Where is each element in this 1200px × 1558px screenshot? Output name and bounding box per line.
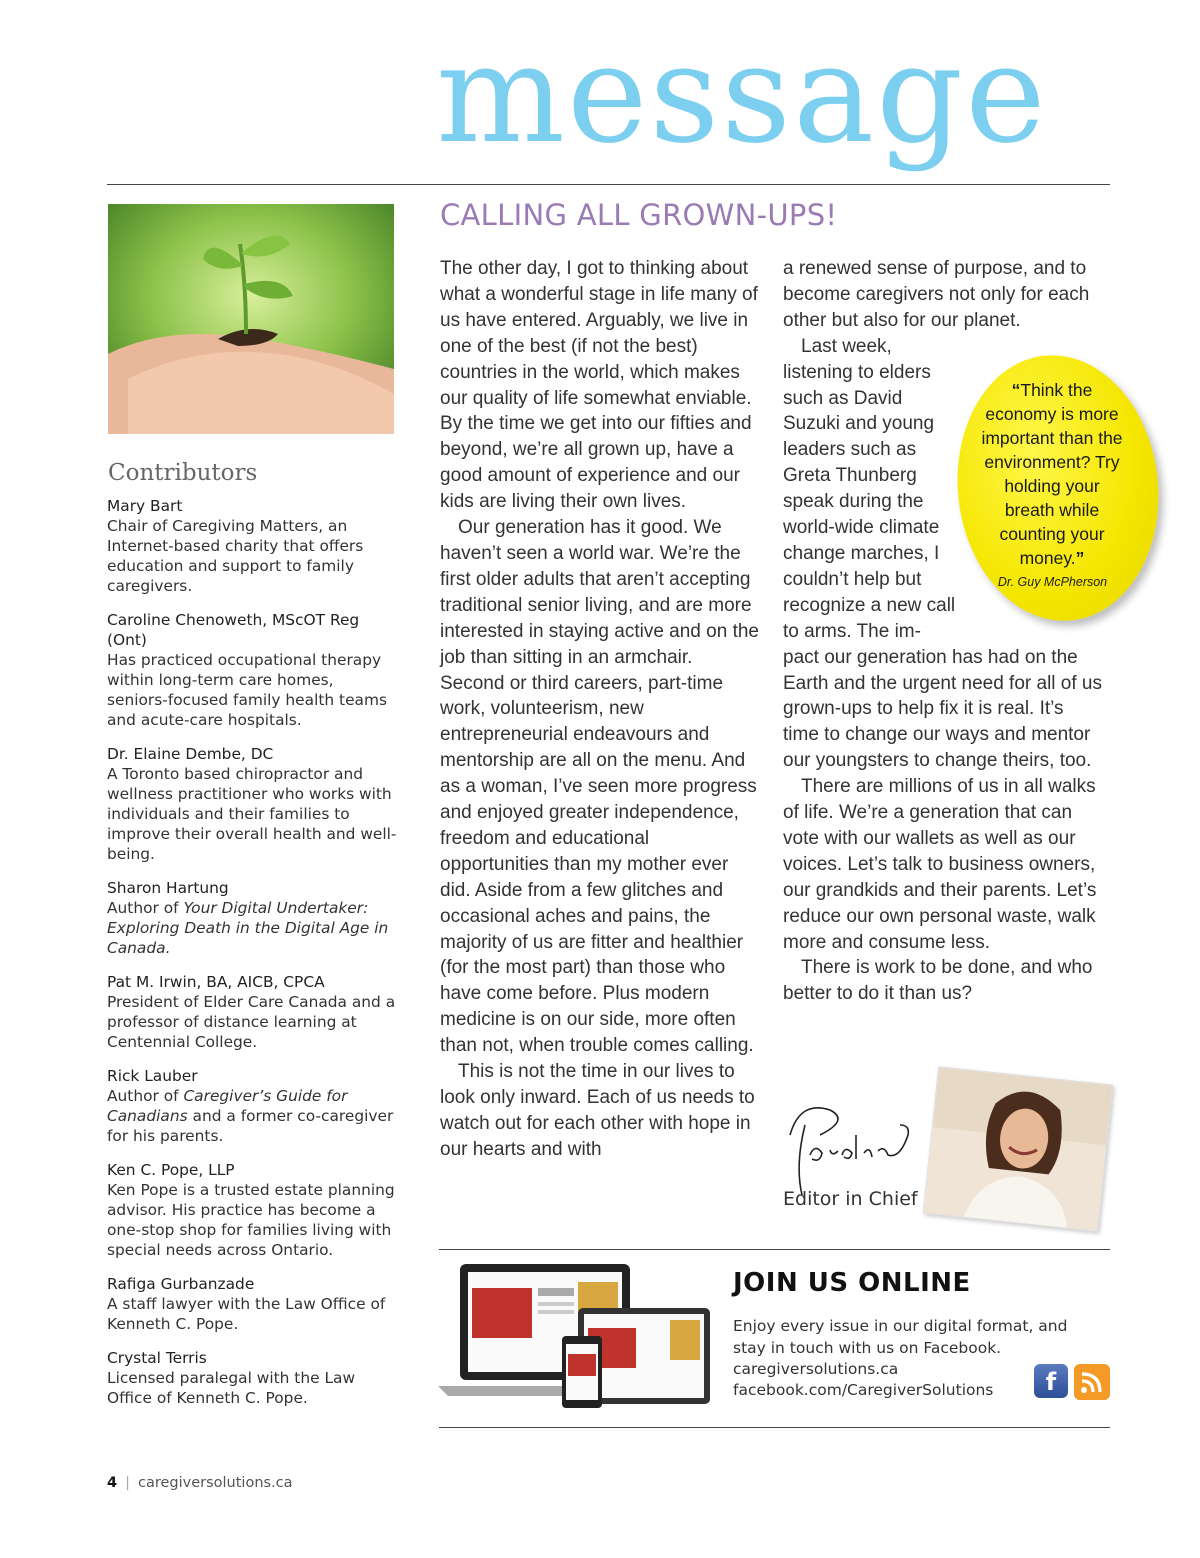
contributor-desc: A Toronto based chiropractor and wellness practitioner who works with individuals and their families to improve their overall health and well-being.	[107, 765, 397, 863]
section-divider	[439, 1249, 1110, 1250]
contributor	[107, 1274, 397, 1334]
contributor-name: Rafiga Gurbanzade	[107, 1275, 255, 1293]
rss-icon[interactable]	[1074, 1364, 1110, 1400]
editor-photo	[923, 1066, 1114, 1232]
contributor-name: Rick Lauber	[107, 1067, 198, 1085]
contributor-name: Sharon Hartung	[107, 879, 229, 897]
contributor-desc: Ken Pope is a trusted estate planning advisor. His practice has become a one-stop shop for families living with special needs across Ontario.	[107, 1181, 395, 1259]
contributor-desc: President of Elder Care Canada and a professor of distance learning at Centennial College.	[107, 993, 396, 1051]
close-quote-icon: ”	[1075, 548, 1085, 568]
contributor-desc	[107, 1086, 397, 1146]
contributors-heading: Contributors	[108, 460, 258, 486]
top-divider	[107, 184, 1110, 185]
contributor	[107, 878, 397, 958]
website-link[interactable]: caregiversolutions.ca	[733, 1360, 899, 1378]
article-paragraph: The other day, I got to thinking about what a wonderful stage in life many of us have entered. Arguably, we live in one of the best (if not the best) countries in the world, which makes our quality of life somewhat enviable. By the time we get into our fifties and beyond, we’re all grown up, have a good amount of experience and our kids are living their own lives.	[440, 258, 758, 513]
join-online-heading: JOIN US ONLINE	[733, 1268, 971, 1298]
article-column-1	[440, 256, 760, 1163]
open-quote-icon: “	[1011, 380, 1021, 400]
contributor	[107, 744, 397, 864]
article-headline: CALLING ALL GROWN-UPS!	[440, 198, 838, 232]
contributor	[107, 1348, 397, 1408]
contributor	[107, 496, 397, 596]
wrapped-text: Last week, listening to elders such as David Suzuki and young leaders such as Greta Thunberg speak during the world-wide climate change marches, I couldn’t help but recognize a new call to arms. The im-	[783, 335, 956, 642]
page-number: 4	[107, 1475, 118, 1491]
desc-prefix: Author of	[107, 899, 184, 917]
masthead-title: message	[436, 16, 1048, 174]
footer-separator: |	[125, 1475, 130, 1491]
contributor-desc: Has practiced occupational therapy within long-term care homes, seniors-focused family health teams and acute-care hospitals.	[107, 651, 387, 729]
contributor-name: Ken C. Pope, LLP	[107, 1161, 235, 1179]
editor-role: Editor in Chief	[783, 1188, 918, 1210]
article-paragraph: a renewed sense of purpose, and to become caregivers not only for each other but also for our planet.	[783, 258, 1090, 331]
pullquote-body: Think the economy is more important than the environment? Try holding your breath while counting your money.	[981, 380, 1123, 568]
desc-suffix: and a former co-caregiver for his parents.	[107, 1107, 394, 1145]
contributor	[107, 972, 397, 1052]
article-paragraph: There is work to be done, and who better to do it than us?	[783, 957, 1093, 1005]
contributor-name: Dr. Elaine Dembe, DC	[107, 745, 274, 763]
page-footer	[107, 1475, 293, 1491]
contributor-desc	[107, 898, 397, 958]
contributor-name: Pat M. Irwin, BA, AICB, CPCA	[107, 973, 325, 991]
join-online-text: Enjoy every issue in our digital format, and stay in touch with us on Facebook.	[733, 1317, 1068, 1357]
article-paragraph: Our generation has it good. We haven’t seen a world war. We’re the first older adults that aren’t accepting traditional senior living, and are more interested in staying active and on the job than sitting in an armchair. Second or third careers, part-time work, volunteerism, new entrepreneurial endeavours and mentorship are all on the menu. And as a woman, I’ve seen more progress and enjoyed greater independence, freedom and educational opportunities than my mother ever did. Aside from a few glitches and occasional aches and pains, the majority of us are fitter and healthier (for the most part) than those who have come before. Plus modern medicine is on our side, more often than not, when trouble comes calling.	[440, 517, 759, 1057]
contributor-desc: Chair of Caregiving Matters, an Internet-based charity that offers education and support to family caregivers.	[107, 517, 364, 595]
pullquote-text	[978, 378, 1126, 570]
contributor-desc: Licensed paralegal with the Law Office of Kenneth C. Pope.	[107, 1369, 356, 1407]
desc-prefix: Author of	[107, 1087, 184, 1105]
article-paragraph: This is not the time in our lives to look only inward. Each of us needs to watch out for each other with hope in our hearts and with	[440, 1061, 755, 1160]
facebook-link[interactable]: facebook.com/CaregiverSolutions	[733, 1381, 994, 1399]
pullquote-author: Dr. Guy McPherson	[997, 575, 1108, 589]
contributors-list	[107, 496, 397, 1422]
contributor-name: Mary Bart	[107, 497, 183, 515]
book-title: Your Digital Undertaker: Exploring Death in the Digital Age in Canada.	[107, 899, 389, 957]
seedling-hands-photo	[108, 204, 394, 434]
article-paragraph: There are millions of us in all walks of life. We’re a generation that can vote with our wallets as well as our voices. Let’s talk to business owners, our grandkids and their parents. Let’s reduce our own personal waste, walk more and consume less.	[783, 776, 1097, 953]
contributor-name: Crystal Terris	[107, 1349, 207, 1367]
contributor	[107, 610, 397, 730]
continued-text: pact our generation has had on the Earth and the urgent need for all of us grown-ups to help fix it is real. It’s time to change our ways and mentor our youngsters to change theirs, too.	[783, 646, 1102, 772]
contributor	[107, 1160, 397, 1260]
facebook-icon[interactable]: f	[1034, 1364, 1068, 1398]
book-title: Caregiver’s Guide for Canadians	[107, 1087, 348, 1125]
bottom-divider	[439, 1427, 1110, 1428]
contributor	[107, 1066, 397, 1146]
contributor-name: Caroline Chenoweth, MScOT Reg (Ont)	[107, 611, 360, 649]
footer-site: caregiversolutions.ca	[137, 1475, 293, 1491]
contributor-desc: A staff lawyer with the Law Office of Kenneth C. Pope.	[107, 1295, 386, 1333]
digital-devices-image	[438, 1258, 720, 1418]
